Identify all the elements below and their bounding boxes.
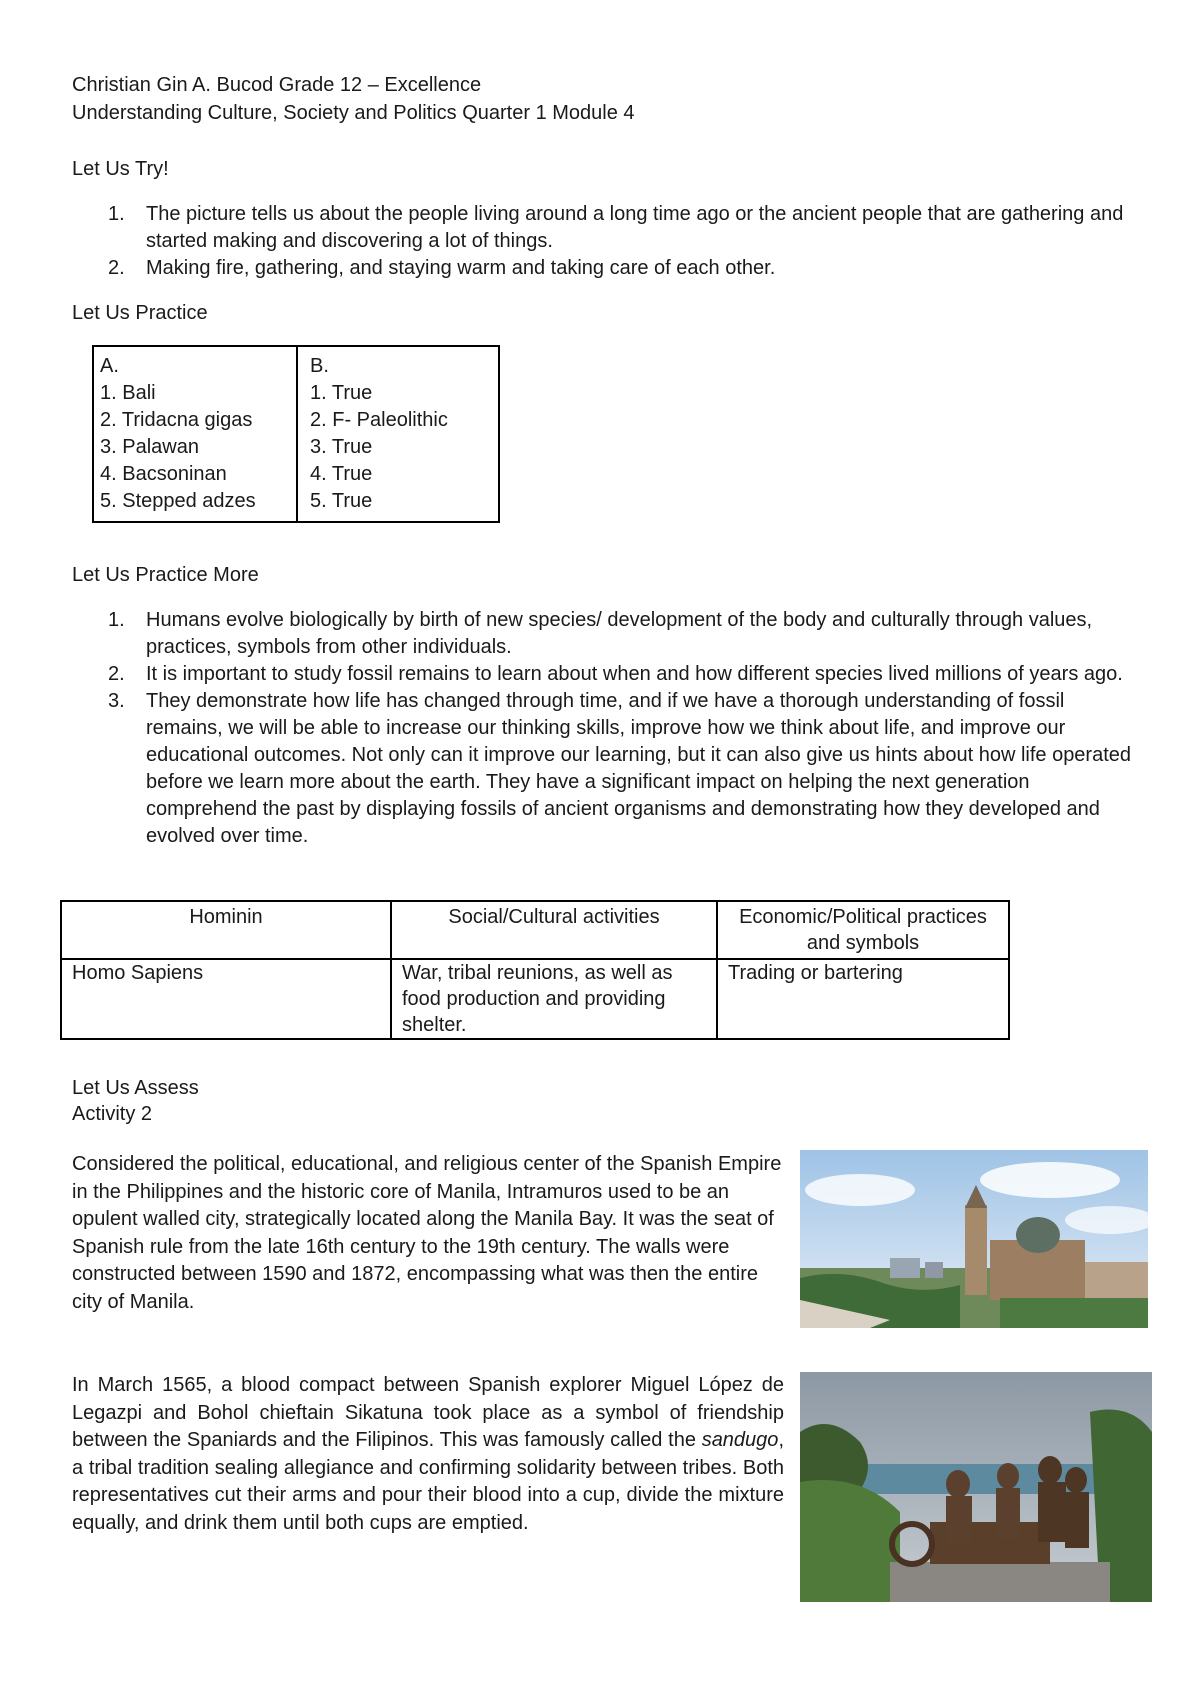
table-cell: War, tribal reunions, as well as food production and providing shelter. <box>391 959 717 1039</box>
table-cell: Trading or bartering <box>717 959 1009 1039</box>
header-course-line: Understanding Culture, Society and Politics Quarter 1 Module 4 <box>72 102 635 124</box>
column-header: Economic/Political practices and symbols <box>717 901 1009 959</box>
heading-let-us-assess: Let Us Assess <box>72 1077 199 1099</box>
list-item: 1. The picture tells us about the people living around a long time ago or the ancient people that are gathering and started making and discovering a lot of things. <box>108 203 1124 252</box>
heading-let-us-practice-more: Let Us Practice More <box>72 564 259 586</box>
heading-let-us-practice: Let Us Practice <box>72 302 208 324</box>
intramuros-paragraph: Considered the political, educational, and religious center of the Spanish Empire in the Philippines and the historic core of Manila, Intramuros used to be an opulent walled city, strategically located along the Manila Bay. It was the seat of Spanish rule from the late 16th century to the 19th century. The walls were constructed between 1590 and 1872, encompassing what was then the entire city of Manila. <box>72 1153 782 1313</box>
table-header-row <box>61 901 1009 959</box>
table-row <box>61 959 1009 1039</box>
list-item: 1. Humans evolve biologically by birth of new species/ development of the body and culturally through values, practices, symbols from other individuals. <box>108 609 1093 658</box>
column-header: Hominin <box>61 901 391 959</box>
try-list <box>72 201 1132 282</box>
header-name-line: Christian Gin A. Bucod Grade 12 – Excellence <box>72 74 482 96</box>
intramuros-photo <box>800 1150 1148 1328</box>
heading-let-us-try: Let Us Try! <box>72 158 169 180</box>
heading-activity-2: Activity 2 <box>72 1103 153 1125</box>
list-item: 3. They demonstrate how life has changed through time, and if we have a thorough understanding of fossil remains, we will be able to increase our thinking skills, improve how we think about life, and improve our educational outcomes. Not only can it improve our learning, but it can also give us hints about how life operated before we learn more about the earth. They have a significant impact on helping the next generation comprehend the past by displaying fossils of ancient organisms and demonstrating how they developed and evolved over time. <box>108 690 1132 847</box>
practice-column-a: A. 1. Bali 2. Tridacna gigas 3. Palawan 4. Bacsoninan 5. Stepped adzes <box>93 346 297 522</box>
hominin-table <box>60 900 1010 1040</box>
practice-more-list <box>72 607 1137 850</box>
table-cell: Homo Sapiens <box>61 959 391 1039</box>
list-item: 2. Making fire, gathering, and staying warm and taking care of each other. <box>108 257 776 279</box>
practice-column-b: B. 1. True 2. F- Paleolithic 3. True 4. True 5. True <box>297 346 499 522</box>
practice-answer-table <box>92 345 500 523</box>
sandugo-term: sandugo <box>701 1429 779 1451</box>
column-header: Social/Cultural activities <box>391 901 717 959</box>
blood-compact-monument-photo <box>800 1372 1152 1602</box>
sandugo-paragraph: In March 1565, a blood compact between Spanish explorer Miguel López de Legazpi and Bohol chieftain Sikatuna took place as a symbol of friendship between the Spaniards and the Filipinos. This was famously called the sandugo, a tribal tradition sealing allegiance and confirming solidarity between tribes. Both representatives cut their arms and pour their blood into a cup, divide the mixture equally, and drink them until both cups are emptied. <box>72 1374 784 1534</box>
list-item: 2. It is important to study fossil remains to learn about when and how different species lived millions of years ago. <box>108 663 1123 685</box>
